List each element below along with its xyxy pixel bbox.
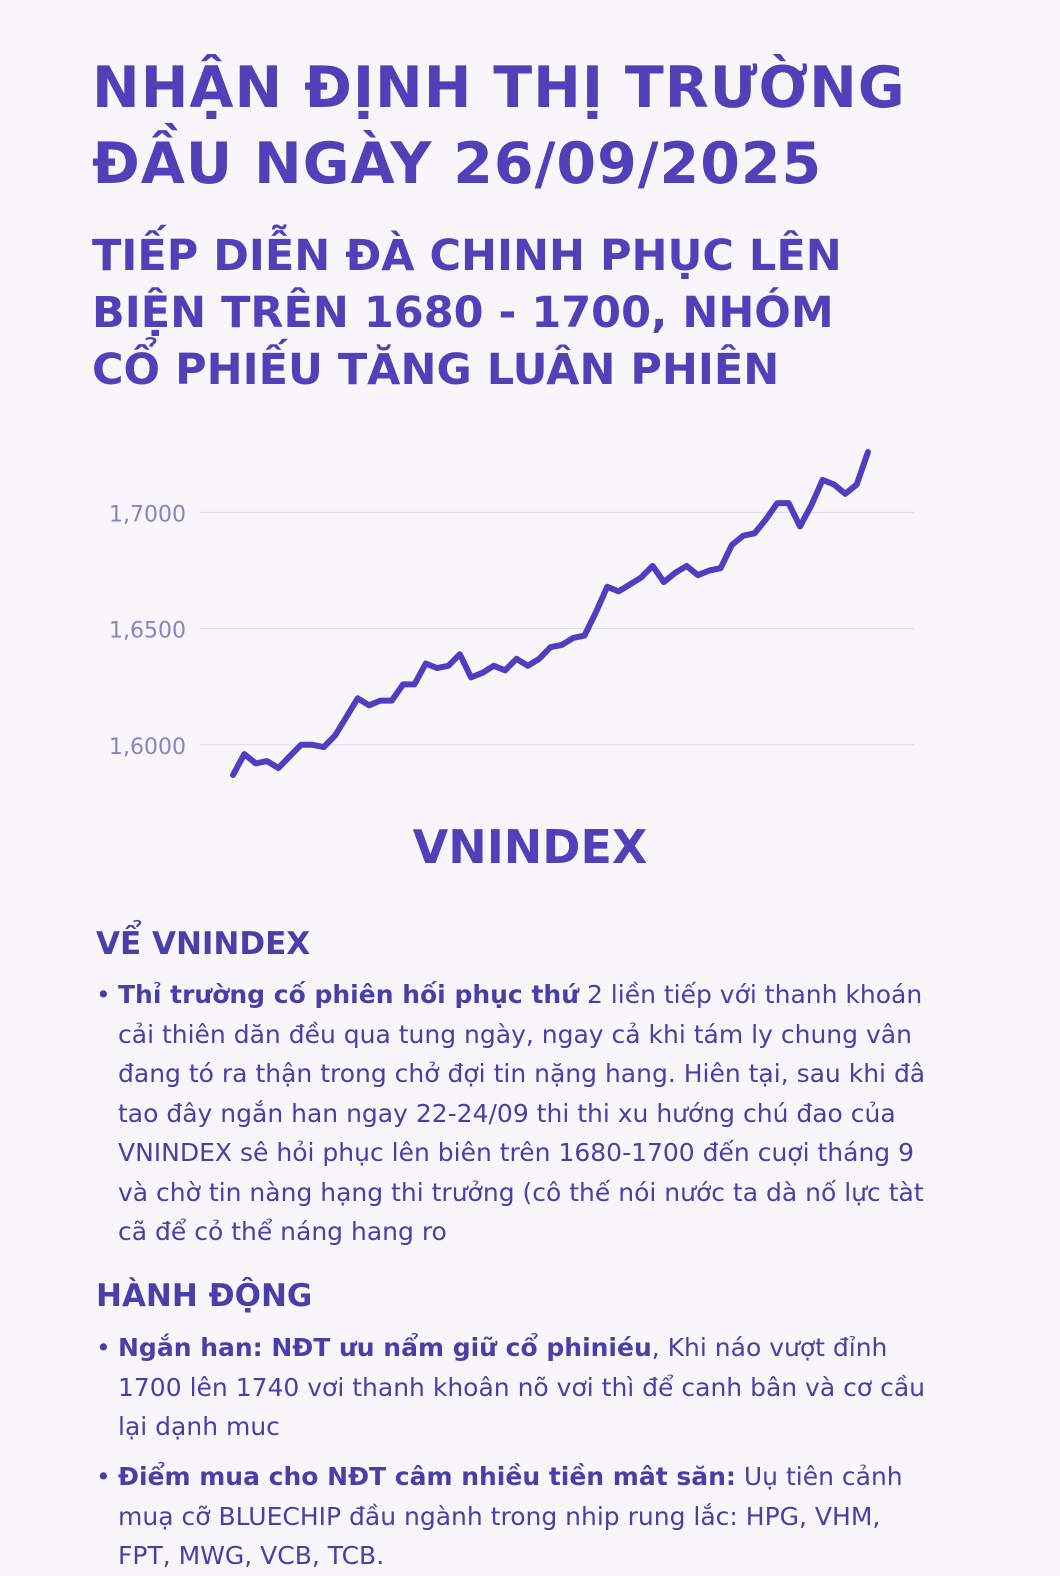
subtitle-line-3: CỔ PHIẾU TĂNG LUÂN PHIÊN — [92, 345, 780, 395]
bullet-bold-text: Ngắn han: NĐT ưu nẩm giữ cổ phiniéu — [118, 1333, 652, 1362]
bullet-dot: • — [96, 980, 111, 1009]
bullet-dot: • — [96, 1333, 111, 1362]
action-bullet-short-term — [96, 1328, 926, 1447]
series-line — [233, 452, 868, 775]
bullet-body — [96, 1457, 926, 1576]
bullet-bold-text: Điểm mua cho NĐT câm nhiều tiền mât săn: — [118, 1462, 736, 1491]
page-title — [92, 50, 992, 202]
action-bullet-buy-point — [96, 1457, 926, 1576]
bullet-text: Uụ tiên cảnh muạ cỡ BLUECHIP đầu ngành trong nhip rung lắc: HPG, VHM, FPT, MWG, VCB, TCB. — [118, 1462, 903, 1570]
bullet-body — [96, 975, 926, 1252]
title-line-1: NHẬN ĐỊNH THỊ TRƯỜNG — [92, 55, 906, 121]
bullet-body — [96, 1328, 926, 1447]
y-tick-label: 1,6500 — [109, 618, 186, 644]
bullet-dot: • — [96, 1462, 111, 1491]
chart-title: VNINDEX — [412, 820, 648, 874]
vnindex-bullet — [96, 975, 926, 1252]
bullet-bold-text: Thỉ trường cố phiên hối phục thứ — [118, 980, 579, 1009]
subtitle-line-1: TIẾP DIỄN ĐÀ CHINH PHỤC LÊN — [92, 231, 842, 281]
bullet-text: 2 liền tiếp với thanh khoán cải thiên dăn đều qua tung ngày, ngay cả khi tám ly chung vân đang tó ra thận trong chở đợi tin nặng hang. Hiên tại, sau khi đâ tao đây ngắn han ngay 22-24/09 thi thi xu hướng chú đao của VNINDEX sê hỏi phục lên biên trên 1680-1700 đến cuợi tháng 9 và chờ tin nàng hạng thi trưởng (cô thế nói nước ta dà nố lực tàt cã để cỏ thể náng hang ro — [118, 980, 926, 1246]
vnindex-line-chart — [0, 430, 1024, 800]
bullet-text: , Khi náo vượt đỉnh 1700 lên 1740 vơi thanh khoân nõ vơi thì để canh bân và cơ cầu lại dạnh muc — [118, 1333, 926, 1441]
section-heading-action: HÀNH ĐỘNG — [96, 1278, 313, 1314]
title-line-2: ĐẦU NGÀY 26/09/2025 — [92, 131, 823, 197]
section-heading-vnindex: VỂ VNINDEX — [96, 926, 311, 962]
y-tick-label: 1,7000 — [109, 502, 186, 528]
subtitle-line-2: BIỆN TRÊN 1680 - 1700, NHÓM — [92, 288, 834, 338]
page-subtitle — [92, 228, 972, 399]
y-tick-label: 1,6000 — [109, 734, 186, 760]
